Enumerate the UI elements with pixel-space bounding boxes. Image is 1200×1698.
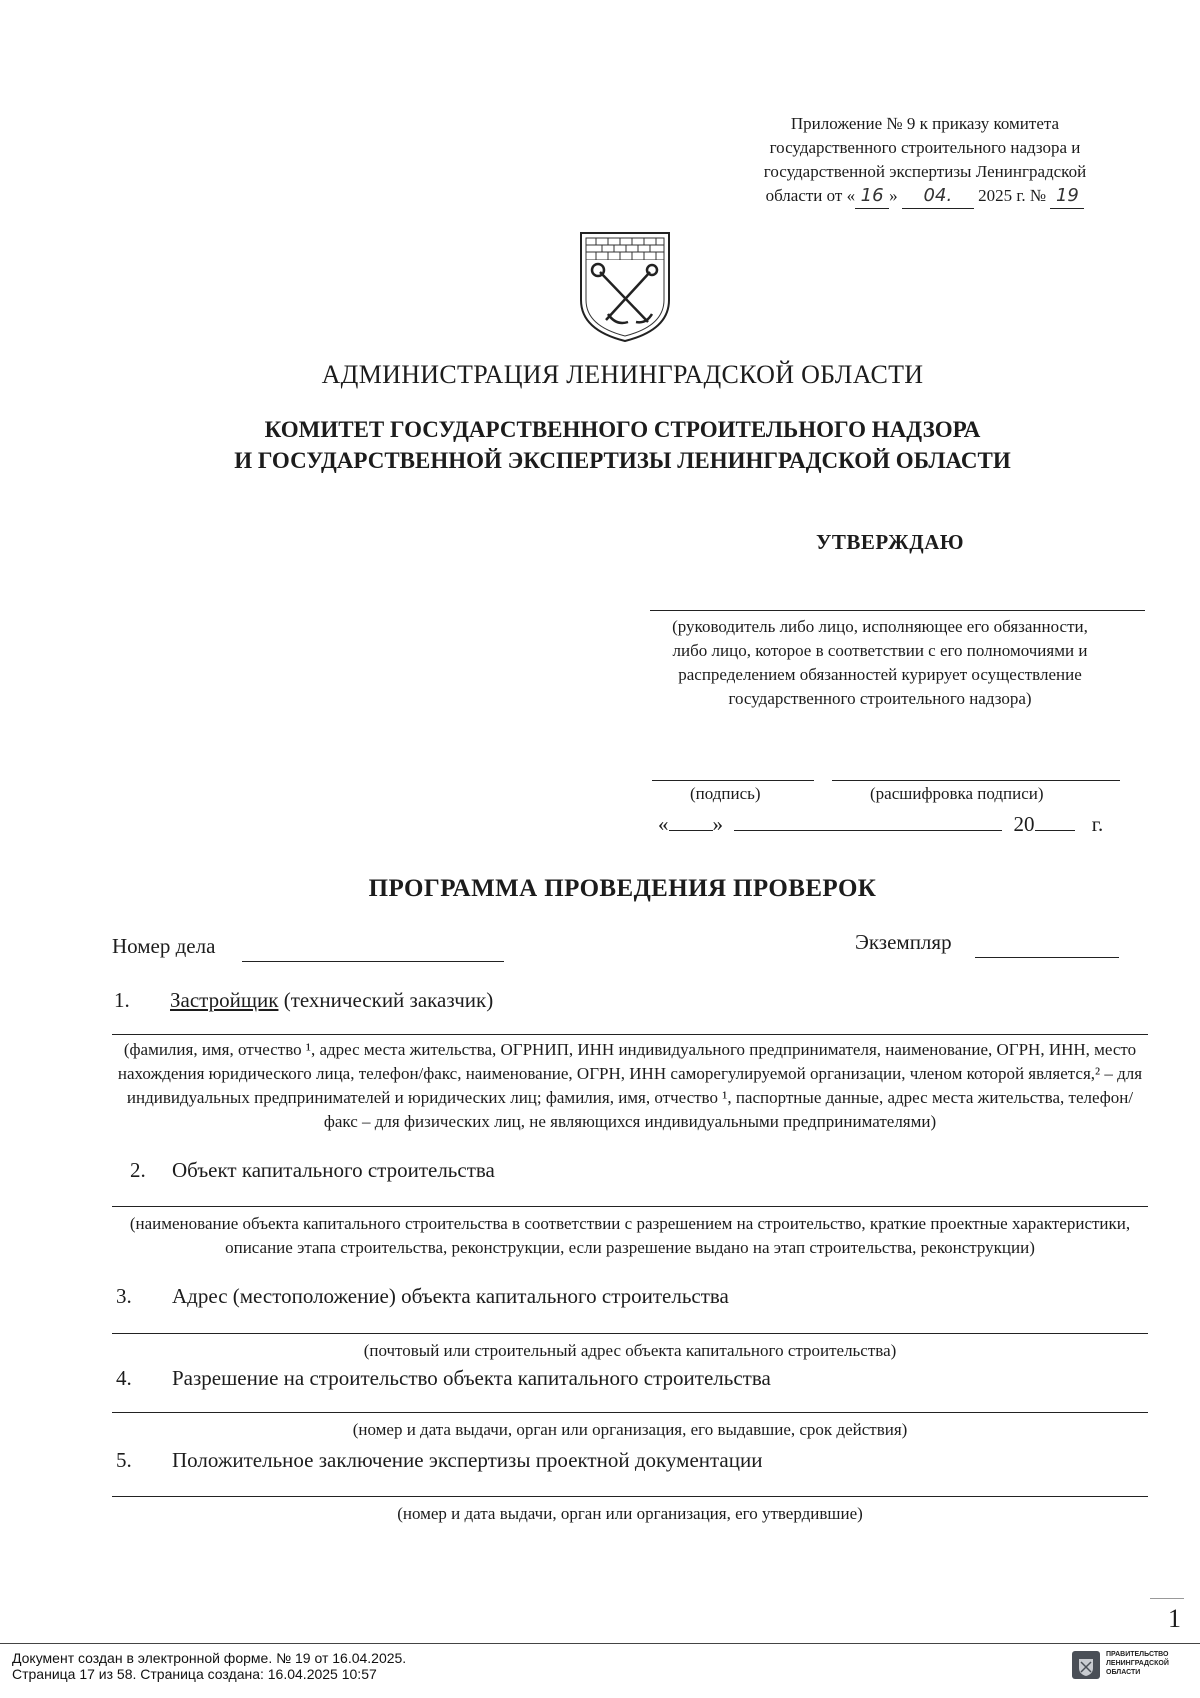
copy-label: Экземпляр	[855, 930, 952, 954]
item-note: (фамилия, имя, отчество ¹, адрес места жительства, ОГРНИП, ИНН индивидуального предпринимателя, наименование, ОГРН, ИНН, место нахождения юридического лица, телефон/факс, наименование, ОГРН, ИНН саморегулируемой организации, членом которой является,² – для индивидуальных предпринимателей и юридических лиц; фамилия, имя, отчество ¹, паспортные данные, адрес места жительства, телефон/факс – для физических лиц, не являющихся индивидуальными предпринимателями)	[117, 1040, 1143, 1131]
gov-text-line: ПРАВИТЕЛЬСТВО	[1106, 1651, 1169, 1658]
item-note: (почтовый или строительный адрес объекта капитального строительства)	[363, 1341, 897, 1360]
footer-info	[12, 1650, 406, 1682]
approval-title: УТВЕРЖДАЮ	[816, 530, 965, 554]
signature-line	[652, 780, 814, 781]
gov-text-line: ЛЕНИНГРАДСКОЙ	[1106, 1660, 1169, 1667]
signature-caption: (подпись)	[690, 784, 761, 803]
item-label-rest: (технический заказчик)	[278, 988, 494, 1012]
case-number-blank	[242, 961, 504, 962]
appendix-date-year: 2025 г. №	[978, 186, 1047, 205]
committee-title-line: КОМИТЕТ ГОСУДАРСТВЕННОГО СТРОИТЕЛЬНОГО НАДЗОРА	[264, 417, 981, 442]
appendix-line: государственного строительного надзора и	[769, 138, 1081, 157]
signature-decoding-line	[832, 780, 1120, 781]
government-logo-text	[1106, 1650, 1169, 1677]
date-day-blank	[669, 810, 713, 831]
item-number: 5.	[116, 1448, 132, 1472]
government-emblem-icon	[1071, 1650, 1101, 1680]
footer-line: Страница 17 из 58. Страница создана: 16.04.2025 10:57	[12, 1666, 377, 1682]
item-label	[170, 988, 493, 1013]
item-fill-line	[112, 1496, 1148, 1497]
item-fill-line	[112, 1034, 1148, 1035]
item-label: Положительное заключение экспертизы проектной документации	[172, 1448, 763, 1472]
date-year-suffix: г.	[1091, 812, 1104, 836]
committee-title	[0, 414, 1200, 476]
item-note: (наименование объекта капитального строительства в соответствии с разрешением на строительство, краткие проектные характеристики, описание этапа строительства, реконструкции, если разрешение выдано на этап строительства, реконструкции)	[129, 1214, 1131, 1257]
item-label: Разрешение на строительство объекта капитального строительства	[172, 1366, 771, 1390]
date-close-quote: »	[712, 812, 723, 836]
footer-line: Документ создан в электронной форме. № 19 от 16.04.2025.	[12, 1650, 407, 1666]
appendix-line: государственной экспертизы Ленинградской	[763, 162, 1087, 181]
head-note: (руководитель либо лицо, исполняющее его обязанности, либо лицо, которое в соответствии с его полномочиями и распределением обязанностей курирует осуществление государственного строительного надзора)	[672, 617, 1088, 708]
footer-divider	[0, 1643, 1200, 1644]
copy-blank	[975, 957, 1119, 958]
appendix-date-line	[725, 184, 1125, 209]
item-number: 1.	[114, 988, 130, 1012]
handwritten-number: 19	[1050, 184, 1084, 209]
head-signature-line	[650, 610, 1145, 611]
approval-date	[658, 810, 1103, 837]
page-number: 1	[1168, 1604, 1181, 1633]
committee-title-line: И ГОСУДАРСТВЕННОЙ ЭКСПЕРТИЗЫ ЛЕНИНГРАДСКОЙ ОБЛАСТИ	[234, 448, 1011, 473]
appendix-date-mid: »	[889, 186, 898, 205]
item-fill-line	[112, 1412, 1148, 1413]
case-number-label: Номер дела	[112, 934, 216, 958]
page-number-rule	[1150, 1598, 1184, 1599]
document-title: ПРОГРАММА ПРОВЕДЕНИЯ ПРОВЕРОК	[368, 875, 877, 902]
item-number: 2.	[130, 1158, 146, 1182]
gov-text-line: ОБЛАСТИ	[1106, 1669, 1141, 1676]
item-number: 3.	[116, 1284, 132, 1308]
date-year-prefix: 20	[1013, 812, 1035, 836]
handwritten-month: 04.	[902, 184, 974, 209]
coat-of-arms-icon	[578, 230, 672, 344]
item-fill-line	[112, 1206, 1148, 1207]
handwritten-day: 16	[855, 184, 889, 209]
date-open-quote: «	[658, 812, 669, 836]
date-month-blank	[734, 810, 1002, 831]
appendix-line: Приложение № 9 к приказу комитета	[790, 114, 1060, 133]
item-label-underlined: Застройщик	[170, 988, 279, 1012]
administration-title: АДМИНИСТРАЦИЯ ЛЕНИНГРАДСКОЙ ОБЛАСТИ	[321, 360, 924, 389]
appendix-note	[725, 112, 1125, 209]
item-note: (номер и дата выдачи, орган или организация, его утвердившие)	[397, 1504, 863, 1523]
item-label: Объект капитального строительства	[172, 1158, 495, 1182]
date-year-blank	[1035, 810, 1075, 831]
item-fill-line	[112, 1333, 1148, 1334]
item-note: (номер и дата выдачи, орган или организация, его выдавшие, срок действия)	[352, 1420, 908, 1439]
appendix-date-prefix: области от «	[765, 186, 856, 205]
item-label: Адрес (местоположение) объекта капитального строительства	[172, 1284, 729, 1308]
item-number: 4.	[116, 1366, 132, 1390]
signature-decoding-caption: (расшифровка подписи)	[870, 784, 1044, 803]
